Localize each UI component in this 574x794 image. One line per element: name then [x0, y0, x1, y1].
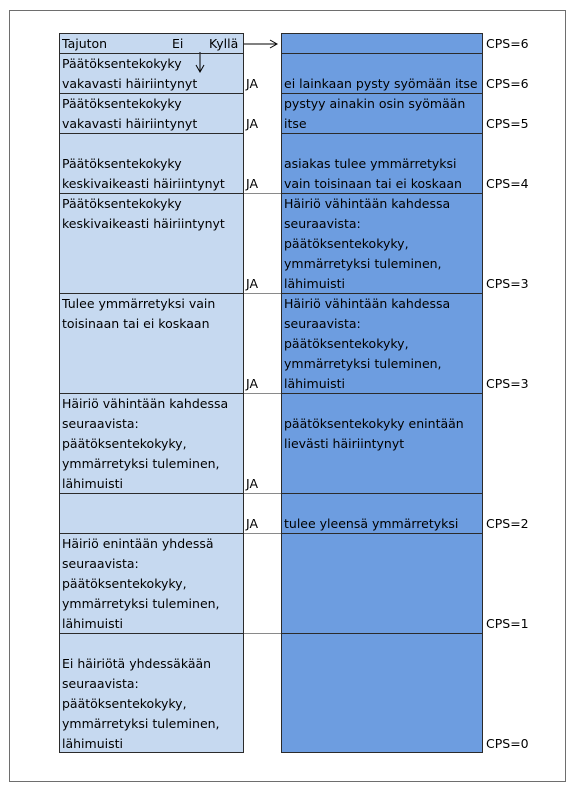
result-cell: Häiriö vähintään kahdessa seuraavista: päätöksentekokyky, ymmärretyksi tuleminen, lähimuisti — [284, 296, 451, 391]
criterion-cell: Ei häiriötä yhdessäkään seuraavista: päätöksentekokyky, ymmärretyksi tuleminen, lähimuisti — [62, 656, 220, 751]
cps-label: CPS=2 — [486, 516, 529, 531]
row-divider — [281, 633, 483, 634]
and-label: JA — [246, 276, 259, 291]
criterion-cell: Päätöksentekokyky vakavasti häiriintynyt — [62, 96, 198, 131]
cps-label: CPS=4 — [486, 176, 529, 191]
criterion-cell: Häiriö vähintään kahdessa seuraavista: päätöksentekokyky, ymmärretyksi tuleminen, lähimuisti — [62, 396, 229, 491]
and-label: JA — [246, 76, 259, 91]
cps-label: CPS=5 — [486, 116, 529, 131]
result-cell: tulee yleensä ymmärretyksi — [284, 516, 459, 531]
and-label: JA — [246, 476, 259, 491]
and-label: JA — [246, 516, 259, 531]
criterion-cell: Päätöksentekokyky vakavasti häiriintynyt — [62, 56, 198, 91]
criterion-cell: Tulee ymmärretyksi vain toisinaan tai ei koskaan — [62, 296, 216, 331]
cps-label: CPS=6 — [486, 76, 529, 91]
result-cell: pystyy ainakin osin syömään itse — [284, 96, 466, 131]
unconscious-label: Tajuton — [62, 36, 108, 51]
and-label: JA — [246, 116, 259, 131]
result-cell: asiakas tulee ymmärretyksi vain toisinaan tai ei koskaan — [284, 156, 462, 191]
row-divider — [244, 633, 281, 634]
result-cell: ei lainkaan pysty syömään itse — [284, 76, 478, 91]
cps-label: CPS=1 — [486, 616, 529, 631]
result-cell: päätöksentekokyky enintään lievästi häiriintynyt — [284, 416, 464, 451]
cps-label-top: CPS=6 — [486, 36, 529, 51]
row-divider — [281, 53, 483, 54]
yes-label: Kyllä — [209, 36, 239, 51]
cps-label: CPS=0 — [486, 736, 529, 751]
no-label: Ei — [172, 36, 184, 51]
criterion-cell: Päätöksentekokyky keskivaikeasti häiriintynyt — [62, 156, 225, 191]
criterion-cell: Päätöksentekokyky keskivaikeasti häiriintynyt — [62, 196, 225, 231]
and-label: JA — [246, 376, 259, 391]
result-cell: Häiriö vähintään kahdessa seuraavista: päätöksentekokyky, ymmärretyksi tuleminen, lähimuisti — [284, 196, 451, 291]
criterion-cell: Häiriö enintään yhdessä seuraavista: päätöksentekokyky, ymmärretyksi tuleminen, lähimuisti — [62, 536, 220, 631]
row-divider — [281, 493, 483, 494]
cps-label: CPS=3 — [486, 376, 529, 391]
cps-label: CPS=3 — [486, 276, 529, 291]
and-label: JA — [246, 176, 259, 191]
